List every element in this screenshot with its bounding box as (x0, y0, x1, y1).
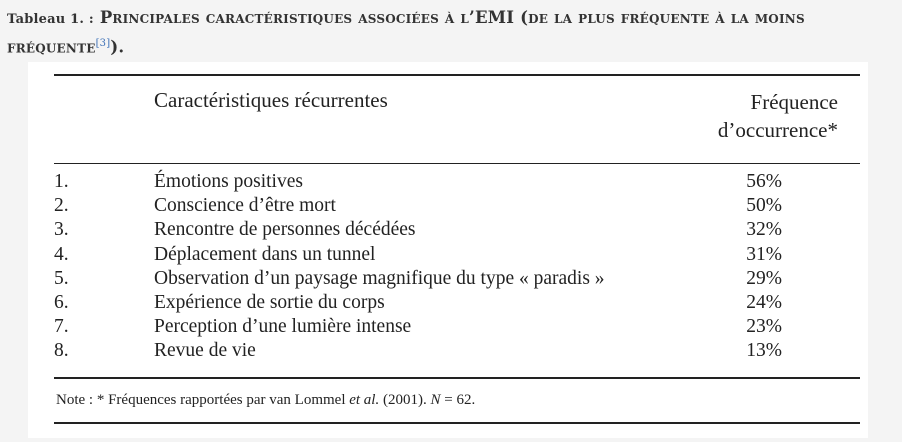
table-row (28, 194, 868, 218)
caption-title-part1: Principales caractéristiques associées à l’ (99, 8, 475, 27)
row-label: Perception d’une lumière intense (154, 316, 412, 338)
caption-acronym: EMI (474, 8, 515, 27)
row-number: 1. (54, 171, 69, 192)
body-rule (54, 377, 860, 379)
row-value: 32% (746, 219, 782, 241)
table-row (28, 218, 868, 242)
row-number: 2. (54, 195, 69, 217)
row-label: Émotions positives (154, 171, 303, 192)
note-prefix: Note : * Fréquences rapportées par van Lommel (56, 392, 350, 408)
row-label: Expérience de sortie du corps (154, 291, 385, 313)
row-number: 7. (54, 316, 69, 338)
row-number: 5. (54, 267, 69, 289)
table-image-panel (28, 62, 868, 438)
caption-lead: Tableau 1. : (7, 12, 94, 27)
row-number: 3. (54, 219, 69, 241)
row-value: 24% (746, 291, 782, 313)
table-row (28, 339, 868, 363)
table-caption (7, 6, 887, 60)
row-value: 29% (746, 267, 782, 289)
header-frequency-line2: d’occurrence* (717, 118, 838, 142)
note-n: N (430, 392, 441, 408)
row-label: Rencontre de personnes décédées (154, 219, 416, 241)
note-eq: = 62. (440, 392, 476, 408)
header-frequency-line1: Fréquence (750, 90, 838, 114)
table-note (56, 392, 475, 409)
table-row (28, 243, 868, 267)
row-value: 31% (746, 243, 782, 265)
bottom-rule (54, 422, 860, 424)
table-body (28, 170, 868, 364)
row-number: 4. (54, 243, 69, 265)
reference-link[interactable]: [3] (95, 38, 111, 49)
row-value: 13% (746, 340, 782, 362)
table-row (28, 315, 868, 339)
header-frequency (718, 88, 838, 144)
table-row (28, 291, 868, 315)
row-label: Conscience d’être mort (154, 195, 336, 217)
row-value: 56% (746, 171, 782, 192)
row-number: 6. (54, 291, 69, 313)
note-suffix: (2001). (379, 392, 431, 408)
row-label: Déplacement dans un tunnel (154, 243, 376, 265)
row-label: Observation d’un paysage magnifique du type « paradis » (154, 267, 605, 289)
row-label: Revue de vie (154, 340, 256, 362)
table-row (28, 170, 868, 194)
row-value: 23% (746, 316, 782, 338)
top-rule (54, 74, 860, 76)
header-rule (54, 163, 860, 164)
caption-closing: ). (110, 37, 125, 57)
header-characteristics: Caractéristiques récurrentes (154, 88, 388, 112)
note-etal: et al. (349, 392, 380, 408)
caption-title-part2: (de la plus fréquente à la moins fréquente (7, 8, 805, 57)
table-row (28, 267, 868, 291)
row-value: 50% (746, 195, 782, 217)
row-number: 8. (54, 340, 69, 362)
